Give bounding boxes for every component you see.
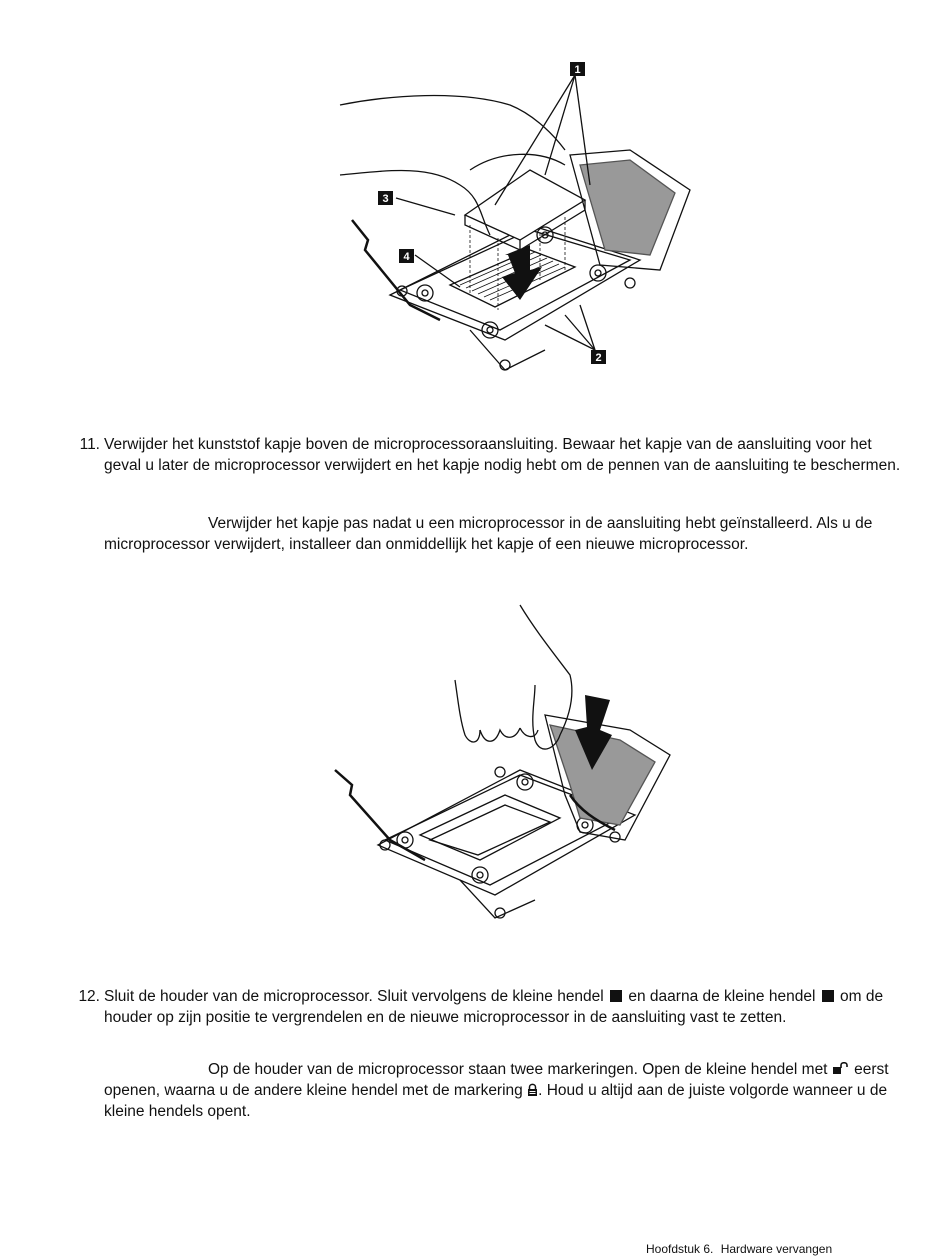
svg-text:4: 4	[403, 251, 410, 263]
callout-4	[399, 249, 414, 263]
svg-text:3: 3	[382, 193, 389, 205]
footer-title: Hardware vervangen	[720, 1242, 833, 1256]
callout-square-icon	[822, 990, 834, 1002]
step-text: Sluit de houder van de microprocessor. Sluit vervolgens de kleine hendel en daarna de kleine hendel om de houder op zijn positie te vergrendelen en de nieuwe microprocessor in de aansluiting vast te zetten.	[104, 988, 884, 1026]
callout-2	[591, 350, 606, 364]
page-footer	[646, 1242, 836, 1256]
step-12	[72, 986, 902, 1028]
step-11-note	[104, 513, 904, 555]
svg-text:2: 2	[595, 352, 602, 364]
step-text: Verwijder het kunststof kapje boven de microprocessoraansluiting. Bewaar het kapje van de aansluiting voor het geval u later de microprocessor verwijdert en het kapje nodig hebt om de pennen van de aansluiting te beschermen.	[104, 436, 901, 474]
step-12-note: Op de houder van de microprocessor staan twee markeringen. Open de kleine hendel met eerst openen, waarna u de andere kleine hendel met de markering . Houd u altijd aan de juiste volgorde wanneer u de kleine hendels opent.	[104, 1061, 889, 1120]
figure-close-socket-cover	[330, 600, 680, 925]
callout-square-icon	[610, 990, 622, 1002]
step-number: 11.	[79, 436, 100, 453]
note-text: Verwijder het kapje pas nadat u een microprocessor in de aansluiting hebt geïnstalleerd. Als u de microprocessor verwijdert, installeer dan onmiddellijk het kapje of een nieuwe microprocessor.	[104, 515, 873, 553]
lock-icon	[527, 1083, 538, 1097]
callout-3	[378, 191, 393, 205]
footer-chapter: Hoofdstuk 6.	[646, 1242, 714, 1256]
unlock-icon	[832, 1062, 850, 1075]
step-number: 12.	[78, 988, 100, 1005]
step-11	[72, 434, 902, 476]
svg-text:1: 1	[574, 64, 581, 76]
figure-install-microprocessor	[330, 55, 710, 375]
callout-1	[570, 62, 585, 76]
